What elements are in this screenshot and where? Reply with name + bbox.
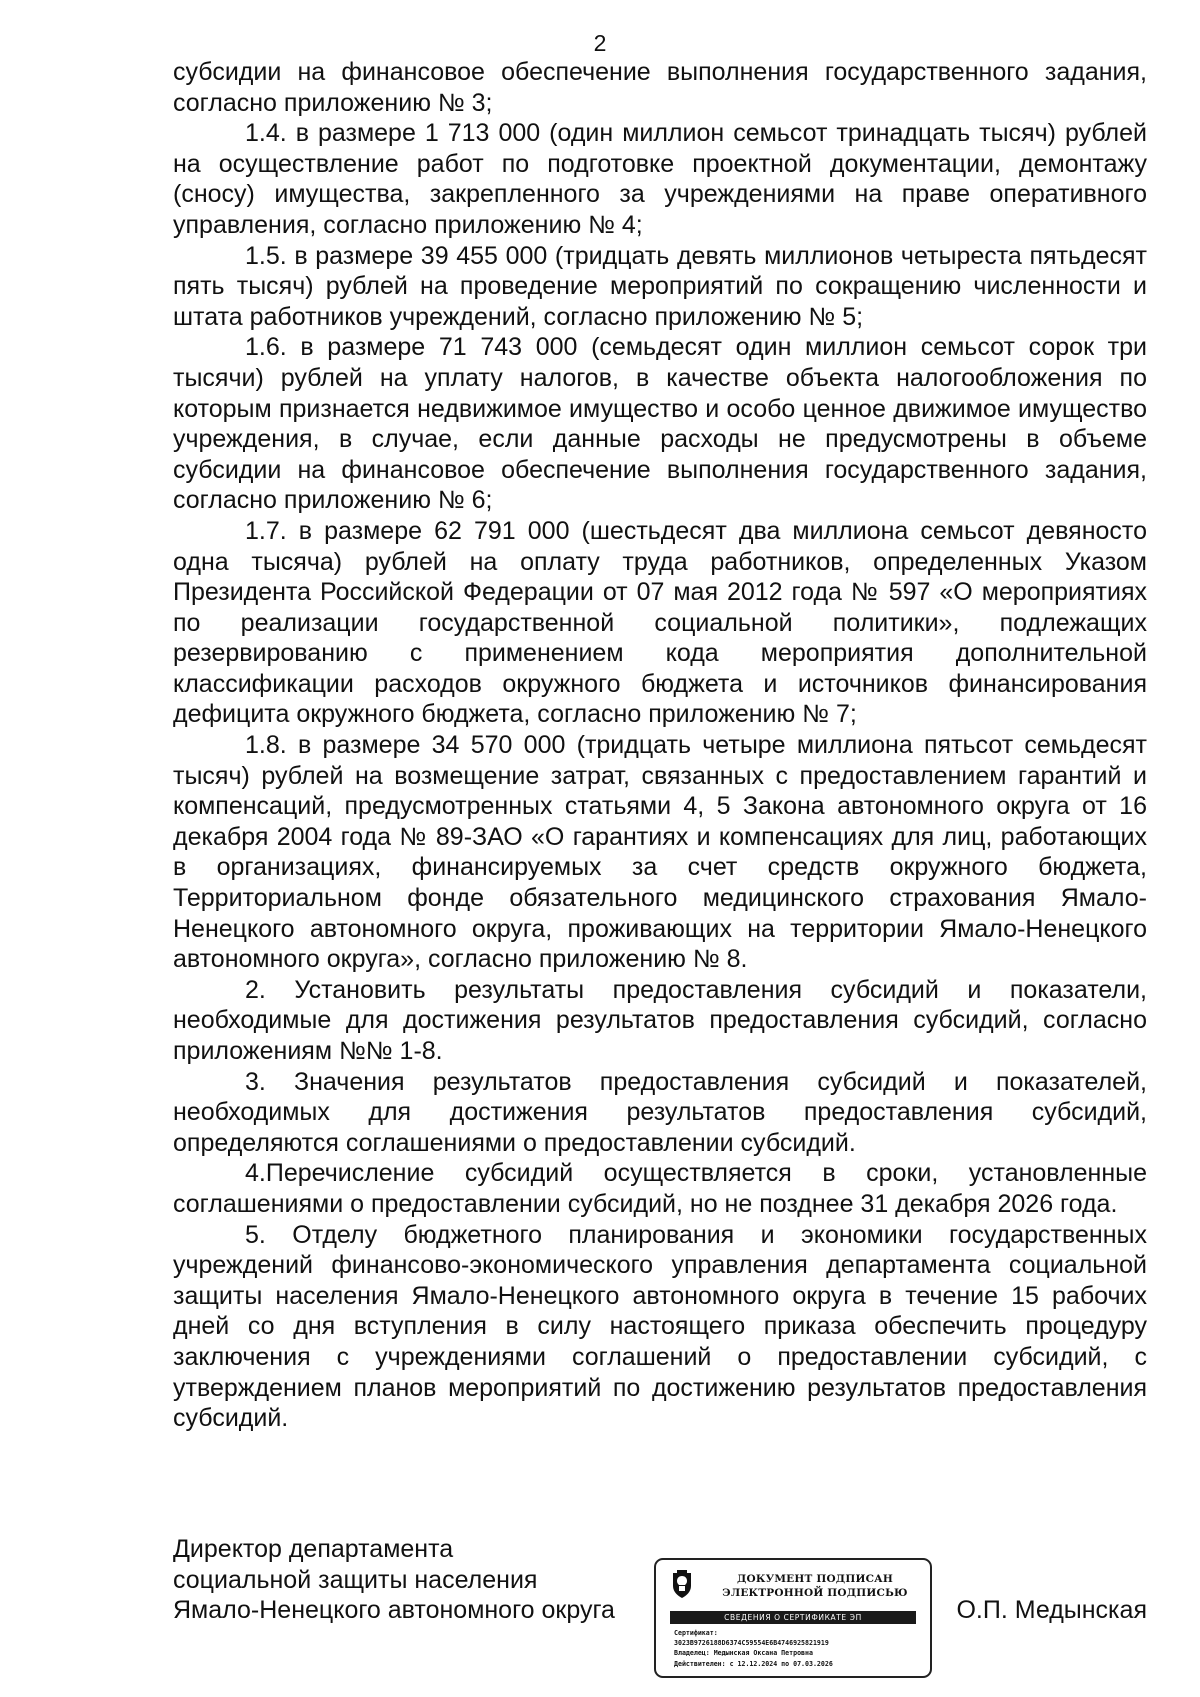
- signer-position-line: Директор департамента: [173, 1535, 454, 1563]
- paragraph-3: 3. Значения результатов предоставления субсидий и показателей, необходимых для достижения результатов предоставления субсидий, определяются соглашениями о предоставлении субсидий.: [173, 1067, 1147, 1157]
- paragraph-subsidy-3-continuation: субсидии на финансовое обеспечение выполнения государственного задания, согласно приложению № 3;: [173, 58, 1147, 117]
- paragraph-1-4: 1.4. в размере 1 713 000 (один миллион семьсот тринадцать тысяч) рублей на осуществление работ по подготовке проектной документации, демонтажу (сносу) имущества, закрепленного за учреждениями на праве оперативного управления, согласно приложению № 4;: [173, 119, 1147, 239]
- signer-position-line: социальной защиты населения: [173, 1565, 538, 1594]
- stamp-certificate-band: СВЕДЕНИЯ О СЕРТИФИКАТЕ ЭП: [670, 1611, 916, 1624]
- signer-position-line: Ямало-Ненецкого автономного округа: [173, 1596, 615, 1625]
- paragraph-1-8: 1.8. в размере 34 570 000 (тридцать четыре миллиона пятьсот семьдесят тысяч) рублей на возмещение затрат, связанных с предоставлением гарантий и компенсаций, предусмотренных статьями 4, 5 Закона автономного округа от 16 декабря 2004 года № 89-ЗАО «О гарантиях и компенсациях для лиц, работающих в организациях, финансируемых за счет средств окружного бюджета, Территориальном фонде обязательного медицинского страхования Ямало-Ненецкого автономного округа, проживающих на территории Ямало-Ненецкого автономного округа», согласно приложению № 8.: [173, 731, 1147, 974]
- document-body: [173, 57, 1147, 1434]
- coat-of-arms-icon: [670, 1570, 694, 1600]
- stamp-title-line: ЭЛЕКТРОННОЙ ПОДПИСЬЮ: [722, 1587, 908, 1599]
- electronic-signature-stamp: [654, 1558, 932, 1678]
- signer-position: [173, 1534, 615, 1626]
- stamp-title-line: ДОКУМЕНТ ПОДПИСАН: [736, 1573, 894, 1585]
- stamp-certificate-details: [674, 1628, 920, 1669]
- paragraph-5: 5. Отделу бюджетного планирования и экономики государственных учреждений финансово-экономического управления департамента социальной защиты населения Ямало-Ненецкого автономного округа в течение 15 рабочих дней со дня вступления в силу настоящего приказа обеспечить процедуру заключения с учреждениями соглашений о предоставлении субсидий, с утверждением планов мероприятий по достижению результатов предоставления субсидий.: [173, 1220, 1147, 1433]
- paragraph-1-7: 1.7. в размере 62 791 000 (шестьдесят два миллиона семьсот девяносто одна тысяча) рублей на оплату труда работников, определенных Указом Президента Российской Федерации от 07 мая 2012 года № 597 «О мероприятиях по реализации государственной социальной политики», подлежащих резервированию с применением кода мероприятия дополнительной классификации расходов окружного бюджета и источников финансирования дефицита окружного бюджета, согласно приложению № 7;: [173, 516, 1147, 729]
- stamp-title: [704, 1572, 926, 1600]
- paragraph-4: 4.Перечисление субсидий осуществляется в сроки, установленные соглашениями о предоставлении субсидий, но не позднее 31 декабря 2026 года.: [173, 1159, 1147, 1218]
- page-number: 2: [593, 30, 607, 56]
- stamp-certificate-label: Сертификат:: [674, 1629, 718, 1637]
- signature-block: [173, 1534, 1147, 1674]
- stamp-validity: Действителен: с 12.12.2024 по 07.03.2026: [674, 1659, 833, 1668]
- paragraph-1-5: 1.5. в размере 39 455 000 (тридцать девять миллионов четыреста пятьдесят пять тысяч) рублей на проведение мероприятий по сокращению численности и штата работников учреждений, согласно приложению № 5;: [173, 241, 1147, 331]
- stamp-owner: Владелец: Медынская Оксана Петровна: [674, 1649, 813, 1658]
- stamp-certificate-number: 3023B9726188D6374C59554E6B4746925821919: [674, 1639, 829, 1648]
- paragraph-1-6: 1.6. в размере 71 743 000 (семьдесят один миллион семьсот сорок три тысячи) рублей на уплату налогов, в качестве объекта налогообложения по которым признается недвижимое имущество и особо ценное движимое имущество учреждения, в случае, если данные расходы не предусмотрены в объеме субсидии на финансовое обеспечение выполнения государственного задания, согласно приложению № 6;: [173, 333, 1147, 515]
- paragraph-2: 2. Установить результаты предоставления субсидий и показатели, необходимые для достижения результатов предоставления субсидий, согласно приложениям №№ 1-8.: [173, 975, 1147, 1065]
- signer-name: О.П. Медынская: [956, 1596, 1147, 1624]
